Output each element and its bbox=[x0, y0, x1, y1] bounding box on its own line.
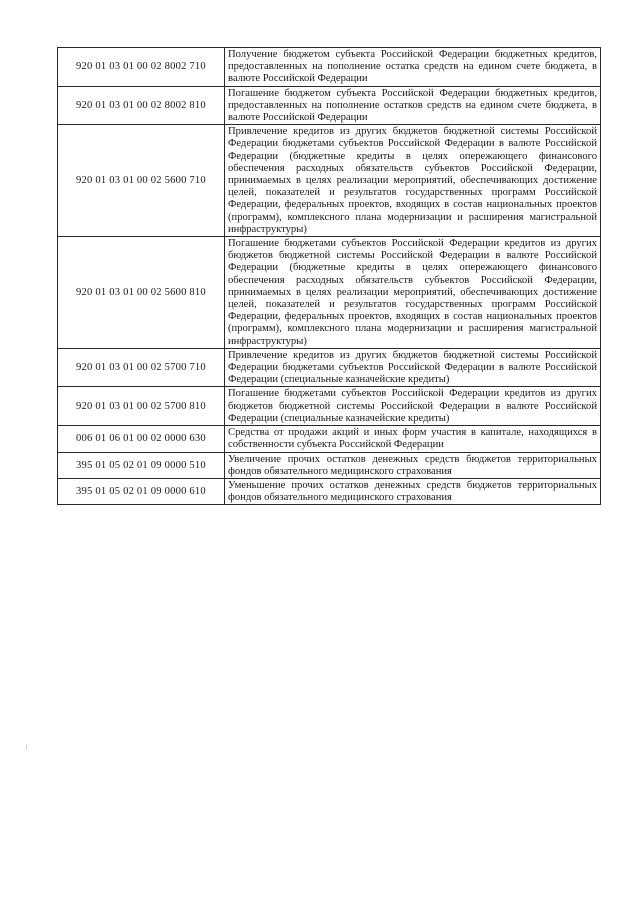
table-row bbox=[58, 48, 601, 87]
table-row bbox=[58, 387, 601, 426]
table-row bbox=[58, 86, 601, 125]
code-cell: 395 01 05 02 01 09 0000 610 bbox=[58, 478, 225, 504]
description-cell: Получение бюджетом субъекта Российской Федерации бюджетных кредитов, предоставленных на пополнение остатка средств на едином счете бюджета, в валюте Российской Федерации bbox=[225, 48, 601, 87]
description-cell: Погашение бюджетом субъекта Российской Федерации бюджетных кредитов, предоставленных на пополнение остатков средств на едином счете бюджета, в валюте Российской Федерации bbox=[225, 86, 601, 125]
table-body bbox=[58, 48, 601, 505]
table-row bbox=[58, 452, 601, 478]
description-cell: Уменьшение прочих остатков денежных средств бюджетов территориальных фондов обязательного медицинского страхования bbox=[225, 478, 601, 504]
table-row bbox=[58, 125, 601, 237]
code-cell: 920 01 03 01 00 02 5700 710 bbox=[58, 348, 225, 387]
code-cell: 920 01 03 01 00 02 8002 810 bbox=[58, 86, 225, 125]
table-row bbox=[58, 478, 601, 504]
description-cell: Погашение бюджетами субъектов Российской Федерации кредитов из других бюджетов бюджетной системы Российской Федерации в валюте Российской Федерации (специальные казначейские кредиты) bbox=[225, 387, 601, 426]
table-row bbox=[58, 348, 601, 387]
code-cell: 920 01 03 01 00 02 5600 710 bbox=[58, 125, 225, 237]
description-cell: Привлечение кредитов из других бюджетов бюджетной системы Российской Федерации бюджетами субъектов Российской Федерации в валюте Российской Федерации (специальные казначейские кредиты) bbox=[225, 348, 601, 387]
table-row bbox=[58, 237, 601, 349]
code-cell: 920 01 03 01 00 02 5700 810 bbox=[58, 387, 225, 426]
code-cell: 395 01 05 02 01 09 0000 510 bbox=[58, 452, 225, 478]
description-cell: Погашение бюджетами субъектов Российской Федерации кредитов из других бюджетов бюджетной системы Российской Федерации в валюте Российской Федерации (бюджетные кредиты в целях опережающего финансового обеспечения расходных обязательств субъектов Российской Федерации, принимаемых в целях реализации мероприятий, обеспечивающих достижение целей, показателей и результатов государственных программ Российской Федерации, федеральных проектов, входящих в состав национальных проектов (программ), комплексного плана модернизации и расширения магистральной инфраструктуры) bbox=[225, 237, 601, 349]
code-cell: 920 01 03 01 00 02 8002 710 bbox=[58, 48, 225, 87]
code-cell: 006 01 06 01 00 02 0000 630 bbox=[58, 426, 225, 452]
description-cell: Средства от продажи акций и иных форм участия в капитале, находящихся в собственности субъекта Российской Федерации bbox=[225, 426, 601, 452]
budget-classification-table bbox=[57, 47, 601, 505]
description-cell: Привлечение кредитов из других бюджетов бюджетной системы Российской Федерации бюджетами субъектов Российской Федерации в валюте Российской Федерации (бюджетные кредиты в целях опережающего финансового обеспечения расходных обязательств субъектов Российской Федерации, принимаемых в целях реализации мероприятий, обеспечивающих достижение целей, показателей и результатов государственных программ Российской Федерации, федеральных проектов, входящих в состав национальных проектов (программ), комплексного плана модернизации и расширения магистральной инфраструктуры) bbox=[225, 125, 601, 237]
scan-artifact bbox=[26, 744, 27, 750]
table-row bbox=[58, 426, 601, 452]
code-cell: 920 01 03 01 00 02 5600 810 bbox=[58, 237, 225, 349]
description-cell: Увеличение прочих остатков денежных средств бюджетов территориальных фондов обязательного медицинского страхования bbox=[225, 452, 601, 478]
